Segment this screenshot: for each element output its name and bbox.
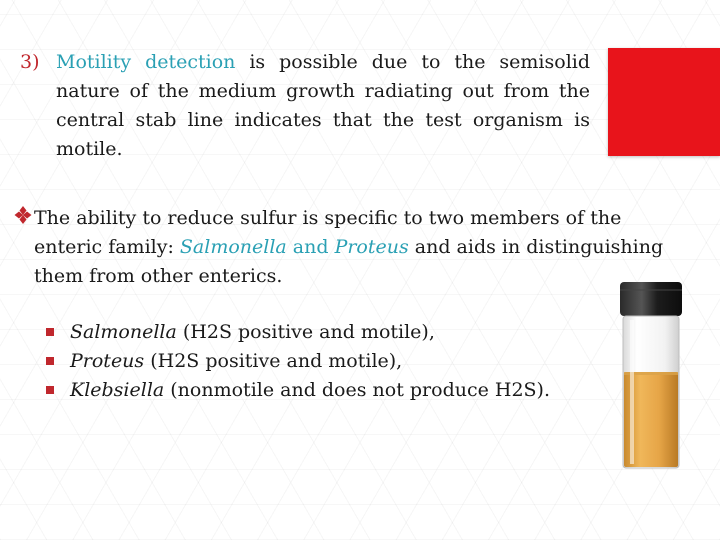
square-bullet-icon [46, 357, 54, 365]
list-item-salmonella [44, 318, 604, 347]
diamond-quad-bullet-icon [14, 205, 32, 225]
organism-name: Proteus [70, 350, 145, 372]
square-bullet-icon [46, 386, 54, 394]
point-3-body: is possible due to the semisolid nature of the medium growth radiating out from the central stab line indicates that the test organism is motile. [56, 51, 591, 160]
list-item-klebsiella [44, 376, 604, 405]
test-tube-vial-image [610, 280, 690, 476]
point-3-text [56, 48, 590, 164]
organism-detail: (H2S positive and motile), [176, 321, 435, 343]
square-bullet-icon [46, 328, 54, 336]
salmonella-term: Salmonella [179, 236, 287, 258]
red-color-block [608, 48, 720, 156]
and-connector: and [286, 236, 335, 258]
organism-name: Salmonella [70, 321, 177, 343]
list-item-proteus [44, 347, 604, 376]
organism-name: Klebsiella [70, 379, 165, 401]
point-number: 3) [20, 51, 40, 73]
sulfur-reduction-bullet [14, 204, 684, 291]
bullet-text-start: The ability to reduce sulfur is specific to two members of the enteric family: [34, 207, 622, 258]
organism-detail: (nonmotile and does not produce H2S). [164, 379, 551, 401]
proteus-term: Proteus [334, 236, 409, 258]
numbered-point-3 [20, 48, 590, 164]
bullet-text-end: and aids in distinguishing them from other enterics. [34, 236, 664, 287]
organism-detail: (H2S positive and motile), [144, 350, 403, 372]
motility-detection-term: Motility detection [56, 51, 236, 73]
sulfur-bullet-text [34, 204, 684, 291]
organism-list [44, 318, 604, 405]
